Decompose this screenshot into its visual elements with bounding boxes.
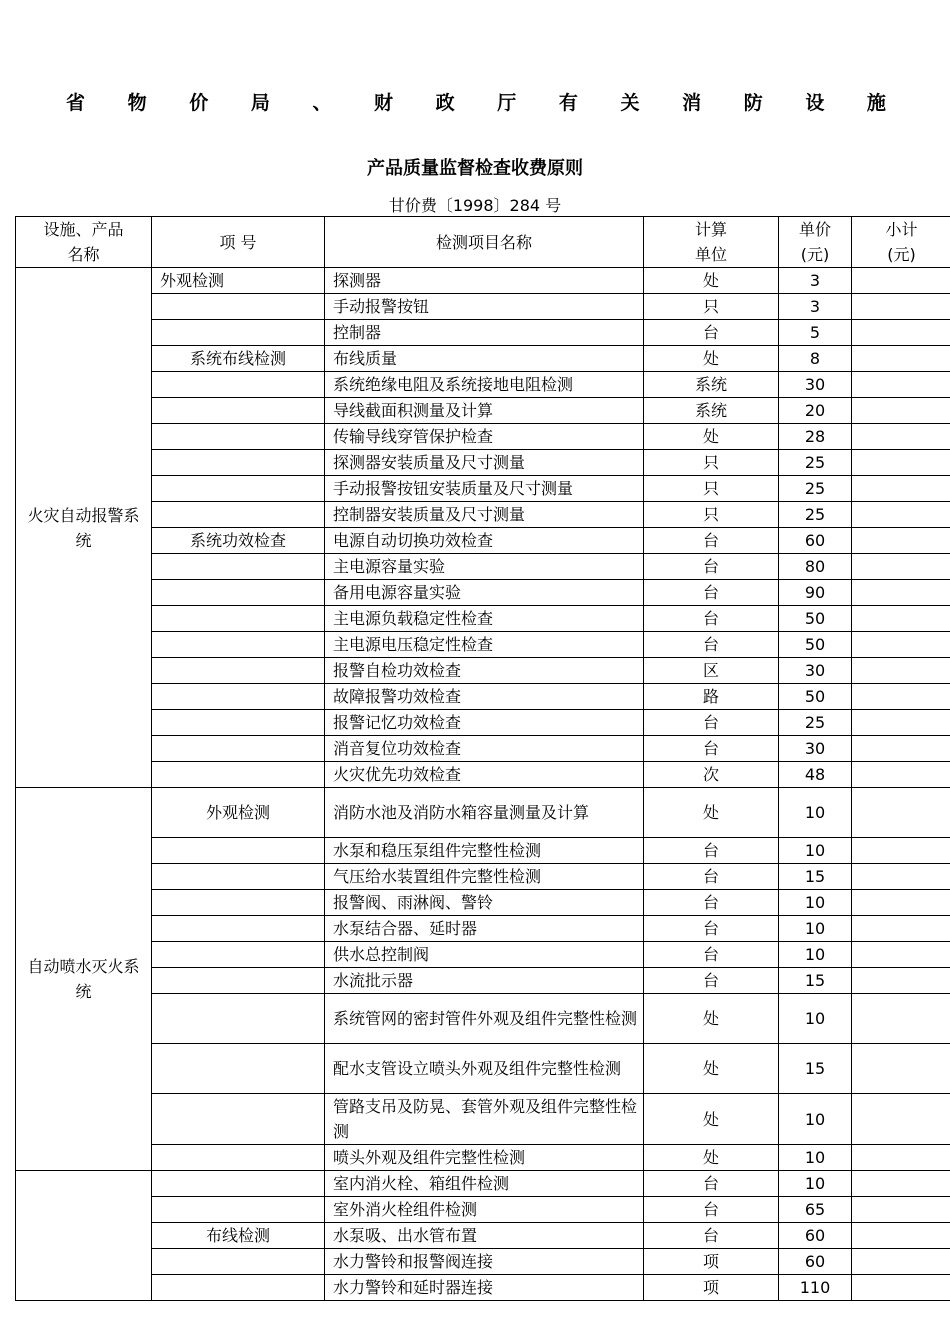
header-name: 检测项目名称 [325,217,644,268]
unit-cell: 台 [644,580,779,606]
test-name-cell: 控制器安装质量及尺寸测量 [325,502,644,528]
price-cell: 30 [779,372,852,398]
table-row [16,1094,950,1145]
test-name-cell: 火灾优先功效检查 [325,762,644,788]
table-row [16,1197,950,1223]
table-row [16,710,950,736]
table-row [16,658,950,684]
item-cell [152,838,325,864]
subtotal-cell [852,1249,950,1275]
subtotal-cell [852,346,950,372]
subtotal-cell [852,684,950,710]
item-cell: 系统功效检查 [152,528,325,554]
subtotal-cell [852,994,950,1044]
table-row [16,1223,950,1249]
test-name-cell: 水泵结合器、延时器 [325,916,644,942]
price-cell: 60 [779,1223,852,1249]
unit-cell: 区 [644,658,779,684]
unit-cell: 台 [644,710,779,736]
subtotal-cell [852,1223,950,1249]
title-char: 省 [66,91,86,114]
subtotal-cell [852,1171,950,1197]
table-row [16,580,950,606]
subtotal-cell [852,554,950,580]
price-cell: 10 [779,788,852,838]
subtotal-cell [852,1044,950,1094]
document-title [66,88,886,114]
unit-cell: 台 [644,1197,779,1223]
title-char: 关 [620,91,640,114]
unit-cell: 项 [644,1249,779,1275]
unit-cell: 台 [644,838,779,864]
title-char: 局 [250,91,270,114]
unit-cell: 台 [644,968,779,994]
test-name-cell: 水泵和稳压泵组件完整性检测 [325,838,644,864]
unit-cell: 台 [644,890,779,916]
title-char: 物 [127,91,147,114]
subtotal-cell [852,502,950,528]
item-cell [152,1197,325,1223]
unit-cell: 台 [644,1171,779,1197]
price-cell: 15 [779,1044,852,1094]
item-cell: 外观检测 [152,268,325,294]
table-row [16,424,950,450]
table-row [16,1044,950,1094]
title-char: 设 [805,91,825,114]
test-name-cell: 系统管网的密封管件外观及组件完整性检测 [325,994,644,1044]
test-name-cell: 气压给水装置组件完整性检测 [325,864,644,890]
facility-cell: 火灾自动报警系 统 [16,268,152,788]
table-row [16,372,950,398]
unit-cell: 台 [644,320,779,346]
facility-cell: 自动喷水灭火系 统 [16,788,152,1171]
table-row [16,502,950,528]
table-row [16,346,950,372]
unit-cell: 处 [644,788,779,838]
test-name-cell: 探测器 [325,268,644,294]
unit-cell: 台 [644,736,779,762]
table-body [16,268,950,1301]
table-row [16,1171,950,1197]
unit-cell: 系统 [644,398,779,424]
unit-cell: 处 [644,994,779,1044]
subtotal-cell [852,320,950,346]
test-name-cell: 电源自动切换功效检查 [325,528,644,554]
subtotal-cell [852,916,950,942]
item-cell [152,580,325,606]
table-row [16,632,950,658]
price-cell: 28 [779,424,852,450]
price-cell: 25 [779,476,852,502]
subtotal-cell [852,762,950,788]
unit-cell: 处 [644,1044,779,1094]
subtotal-cell [852,294,950,320]
test-name-cell: 传输导线穿管保护检查 [325,424,644,450]
table-row [16,916,950,942]
test-name-cell: 报警记忆功效检查 [325,710,644,736]
table-row [16,968,950,994]
unit-cell: 系统 [644,372,779,398]
table-row [16,268,950,294]
unit-cell: 台 [644,632,779,658]
subtotal-cell [852,632,950,658]
title-char: 政 [435,91,455,114]
test-name-cell: 探测器安装质量及尺寸测量 [325,450,644,476]
table-row [16,942,950,968]
price-cell: 10 [779,942,852,968]
price-cell: 50 [779,606,852,632]
subtotal-cell [852,476,950,502]
price-cell: 15 [779,864,852,890]
price-cell: 50 [779,684,852,710]
item-cell [152,1094,325,1145]
header-item: 项 号 [152,217,325,268]
title-char: 价 [189,91,209,114]
table-row [16,864,950,890]
item-cell: 外观检测 [152,788,325,838]
price-cell: 10 [779,916,852,942]
table-row [16,890,950,916]
table-row [16,994,950,1044]
price-cell: 25 [779,450,852,476]
item-cell [152,1275,325,1301]
table-row [16,684,950,710]
table-row [16,1275,950,1301]
subtotal-cell [852,606,950,632]
table-row [16,606,950,632]
item-cell: 系统布线检测 [152,346,325,372]
table-row [16,450,950,476]
facility-cell [16,1171,152,1301]
price-cell: 30 [779,736,852,762]
test-name-cell: 消防水池及消防水箱容量测量及计算 [325,788,644,838]
unit-cell: 台 [644,554,779,580]
title-char: 有 [558,91,578,114]
item-cell [152,424,325,450]
subtotal-cell [852,580,950,606]
item-cell [152,1145,325,1171]
fee-table [15,216,950,1301]
unit-cell: 台 [644,916,779,942]
test-name-cell: 供水总控制阀 [325,942,644,968]
unit-cell: 次 [644,762,779,788]
item-cell [152,372,325,398]
price-cell: 8 [779,346,852,372]
item-cell [152,398,325,424]
price-cell: 110 [779,1275,852,1301]
test-name-cell: 室外消火栓组件检测 [325,1197,644,1223]
title-char: 、 [312,91,332,114]
subtotal-cell [852,450,950,476]
test-name-cell: 主电源容量实验 [325,554,644,580]
table-row [16,528,950,554]
item-cell [152,294,325,320]
item-cell [152,684,325,710]
unit-cell: 台 [644,528,779,554]
test-name-cell: 手动报警按钮安装质量及尺寸测量 [325,476,644,502]
unit-cell: 只 [644,450,779,476]
unit-cell: 台 [644,1223,779,1249]
unit-cell: 处 [644,424,779,450]
document-reference: 甘价费〔1998〕284 号 [388,196,562,215]
table-row [16,476,950,502]
test-name-cell: 系统绝缘电阻及系统接地电阻检测 [325,372,644,398]
price-cell: 90 [779,580,852,606]
price-cell: 25 [779,710,852,736]
subtotal-cell [852,372,950,398]
table-header-row [16,217,950,268]
subtotal-cell [852,968,950,994]
subtotal-cell [852,736,950,762]
price-cell: 25 [779,502,852,528]
item-cell [152,890,325,916]
item-cell [152,968,325,994]
subtotal-cell [852,864,950,890]
item-cell [152,1249,325,1275]
price-cell: 10 [779,890,852,916]
test-name-cell: 备用电源容量实验 [325,580,644,606]
price-cell: 30 [779,658,852,684]
price-cell: 60 [779,528,852,554]
test-name-cell: 手动报警按钮 [325,294,644,320]
title-char: 财 [374,91,394,114]
item-cell [152,762,325,788]
test-name-cell: 水力警铃和延时器连接 [325,1275,644,1301]
test-name-cell: 配水支管设立喷头外观及组件完整性检测 [325,1044,644,1094]
subtotal-cell [852,1275,950,1301]
item-cell [152,710,325,736]
document-subtitle: 产品质量监督检查收费原则 [367,158,583,179]
item-cell [152,606,325,632]
unit-cell: 台 [644,942,779,968]
unit-cell: 只 [644,502,779,528]
item-cell [152,554,325,580]
price-cell: 65 [779,1197,852,1223]
subtotal-cell [852,788,950,838]
subtotal-cell [852,710,950,736]
test-name-cell: 主电源电压稳定性检查 [325,632,644,658]
test-name-cell: 水力警铃和报警阀连接 [325,1249,644,1275]
table-row [16,398,950,424]
unit-cell: 只 [644,476,779,502]
item-cell [152,320,325,346]
item-cell [152,632,325,658]
header-price: 单价 (元) [779,217,852,268]
item-cell [152,658,325,684]
title-char: 消 [682,91,702,114]
price-cell: 3 [779,294,852,320]
test-name-cell: 控制器 [325,320,644,346]
unit-cell: 路 [644,684,779,710]
item-cell [152,450,325,476]
test-name-cell: 水泵吸、出水管布置 [325,1223,644,1249]
item-cell [152,994,325,1044]
subtotal-cell [852,658,950,684]
unit-cell: 台 [644,864,779,890]
item-cell [152,1044,325,1094]
unit-cell: 只 [644,294,779,320]
subtotal-cell [852,1145,950,1171]
test-name-cell: 管路支吊及防晃、套管外观及组件完整性检测 [325,1094,644,1145]
price-cell: 10 [779,838,852,864]
table-row [16,554,950,580]
table-row [16,736,950,762]
subtotal-cell [852,1197,950,1223]
item-cell [152,916,325,942]
subtotal-cell [852,268,950,294]
item-cell [152,1171,325,1197]
test-name-cell: 导线截面积测量及计算 [325,398,644,424]
subtotal-cell [852,528,950,554]
table-row [16,320,950,346]
item-cell [152,502,325,528]
title-char: 防 [743,91,763,114]
table-row [16,294,950,320]
price-cell: 50 [779,632,852,658]
test-name-cell: 报警自检功效检查 [325,658,644,684]
unit-cell: 台 [644,606,779,632]
item-cell: 布线检测 [152,1223,325,1249]
price-cell: 20 [779,398,852,424]
table-row [16,788,950,838]
table-row [16,1145,950,1171]
header-facility: 设施、产品 名称 [16,217,152,268]
subtotal-cell [852,398,950,424]
subtotal-cell [852,838,950,864]
test-name-cell: 消音复位功效检查 [325,736,644,762]
test-name-cell: 报警阀、雨淋阀、警铃 [325,890,644,916]
unit-cell: 项 [644,1275,779,1301]
header-subtotal: 小计 (元) [852,217,950,268]
price-cell: 60 [779,1249,852,1275]
price-cell: 48 [779,762,852,788]
subtotal-cell [852,942,950,968]
unit-cell: 处 [644,346,779,372]
item-cell [152,942,325,968]
unit-cell: 处 [644,268,779,294]
test-name-cell: 故障报警功效检查 [325,684,644,710]
unit-cell: 处 [644,1145,779,1171]
item-cell [152,476,325,502]
subtotal-cell [852,424,950,450]
title-char: 厅 [497,91,517,114]
table-row [16,838,950,864]
subtotal-cell [852,1094,950,1145]
price-cell: 10 [779,1145,852,1171]
price-cell: 10 [779,1094,852,1145]
price-cell: 10 [779,994,852,1044]
item-cell [152,736,325,762]
table-row [16,762,950,788]
item-cell [152,864,325,890]
unit-cell: 处 [644,1094,779,1145]
price-cell: 10 [779,1171,852,1197]
table-row [16,1249,950,1275]
header-unit: 计算 单位 [644,217,779,268]
test-name-cell: 水流批示器 [325,968,644,994]
test-name-cell: 室内消火栓、箱组件检测 [325,1171,644,1197]
test-name-cell: 喷头外观及组件完整性检测 [325,1145,644,1171]
price-cell: 3 [779,268,852,294]
title-char: 施 [866,91,886,114]
test-name-cell: 主电源负载稳定性检查 [325,606,644,632]
price-cell: 5 [779,320,852,346]
price-cell: 15 [779,968,852,994]
subtotal-cell [852,890,950,916]
test-name-cell: 布线质量 [325,346,644,372]
price-cell: 80 [779,554,852,580]
